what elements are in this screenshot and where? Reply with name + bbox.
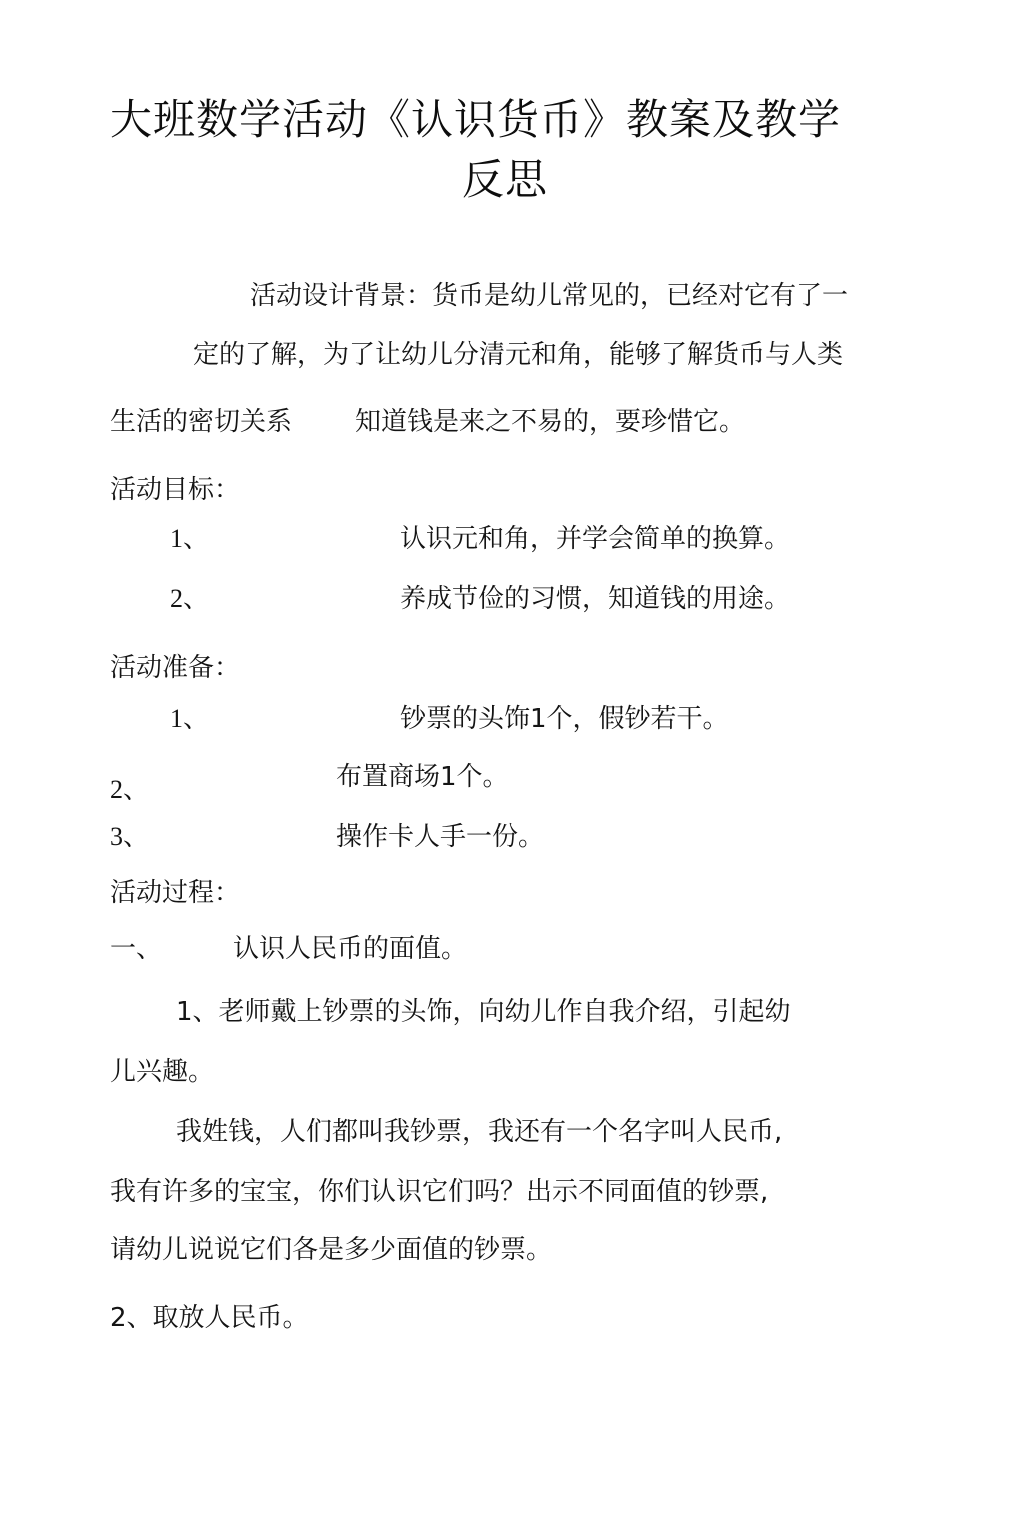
background-line-3a: 生活的密切关系 [110, 407, 293, 437]
paragraph-line-1: 我姓钱，人们都叫我钞票，我还有一个名字叫人民币, [176, 1117, 783, 1147]
prep-2-number: 2、 [110, 775, 150, 804]
prep-heading: 活动准备： [110, 653, 241, 683]
goal-2-number: 2、 [170, 584, 210, 613]
step-2-heading: 2、取放人民币。 [110, 1303, 309, 1333]
process-heading: 活动过程： [110, 878, 241, 908]
paragraph-line-2: 我有许多的宝宝，你们认识它们吗？出示不同面值的钞票, [110, 1177, 769, 1207]
document-title-line1: 大班数学活动《认识货币》教案及教学 [110, 95, 842, 144]
prep-1-number: 1、 [170, 704, 210, 733]
goal-1-number: 1、 [170, 524, 210, 553]
prep-2-text: 布置商场1个。 [336, 762, 509, 792]
prep-1-text: 钞票的头饰1个，假钞若干。 [400, 704, 729, 734]
document-title-line2: 反思 [462, 155, 549, 204]
section-1-number: 一、 [110, 934, 163, 964]
step-1-line-1: 1、老师戴上钞票的头饰，向幼儿作自我介绍，引起幼 [176, 997, 791, 1027]
prep-3-text: 操作卡人手一份。 [336, 822, 545, 852]
background-line-3b: 知道钱是来之不易的，要珍惜它。 [355, 407, 746, 437]
section-1-title: 认识人民币的面值。 [233, 934, 468, 964]
paragraph-line-3: 请幼儿说说它们各是多少面值的钞票。 [110, 1235, 553, 1265]
goal-1-text: 认识元和角，并学会简单的换算。 [400, 524, 791, 554]
prep-3-number: 3、 [110, 822, 150, 851]
background-line-2: 定的了解，为了让幼儿分清元和角，能够了解货币与人类 [193, 340, 844, 370]
goals-heading: 活动目标： [110, 475, 241, 505]
goal-2-text: 养成节俭的习惯，知道钱的用途。 [400, 584, 791, 614]
background-line-1: 活动设计背景：货币是幼儿常见的，已经对它有了一 [250, 281, 849, 311]
step-1-line-2: 儿兴趣。 [110, 1057, 215, 1087]
